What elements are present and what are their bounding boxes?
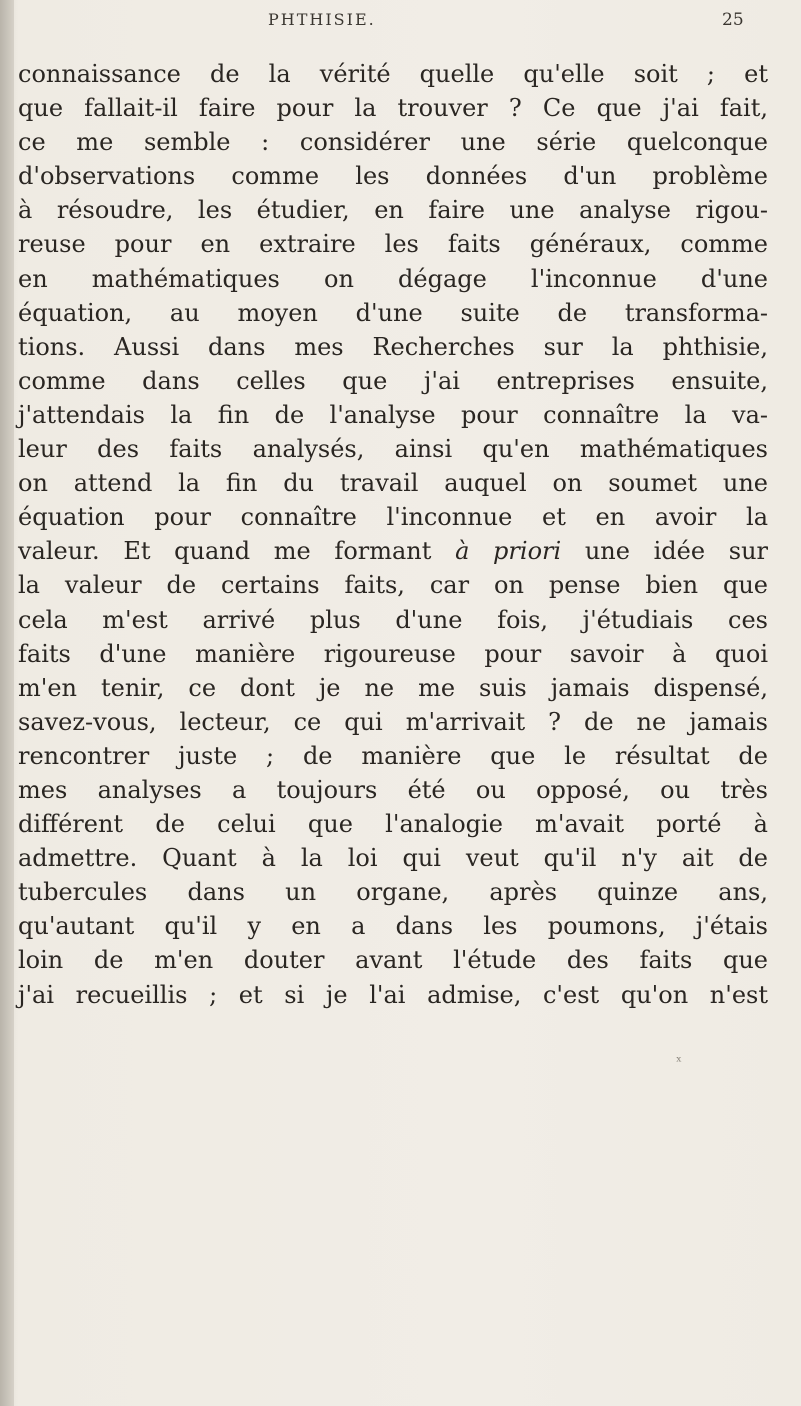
text-line: m'en tenir, ce dont je ne me suis jamais dispensé, [18, 673, 768, 702]
text-line: en mathématiques on dégage l'inconnue d'une [18, 264, 768, 293]
running-title: PHTHISIE. [268, 10, 376, 29]
body-text [18, 57, 768, 1012]
text-line: leur des faits analysés, ainsi qu'en mathématiques [18, 435, 768, 464]
stray-mark: ˣ [676, 1054, 682, 1070]
italic-phrase: à priori [455, 537, 562, 566]
text-segment: une idée sur [561, 537, 768, 566]
text-line: savez-vous, lecteur, ce qui m'arrivait ? de ne jamais [18, 707, 768, 736]
text-line: que fallait-il faire pour la trouver ? Ce que j'ai fait, [18, 94, 768, 123]
text-line: faits d'une manière rigoureuse pour savoir à quoi [18, 639, 768, 668]
text-line: j'attendais la fin de l'analyse pour connaître la va- [18, 400, 768, 429]
page-number: 25 [722, 10, 744, 30]
text-line: rencontrer juste ; de manière que le résultat de [18, 741, 768, 770]
text-line: à résoudre, les étudier, en faire une analyse rigou- [18, 196, 768, 225]
text-line: mes analyses a toujours été ou opposé, ou très [18, 775, 768, 804]
text-line: connaissance de la vérité quelle qu'elle soit ; et [18, 60, 768, 88]
text-line: d'observations comme les données d'un problème [18, 162, 768, 191]
text-line: j'ai recueillis ; et si je l'ai admise, c'est qu'on n'est [18, 980, 768, 1009]
text-line: la valeur de certains faits, car on pense bien que [18, 571, 768, 600]
text-line: cela m'est arrivé plus d'une fois, j'étudiais ces [18, 605, 768, 634]
text-line: tubercules dans un organe, après quinze ans, [18, 878, 768, 907]
text-line: équation pour connaître l'inconnue et en avoir la [18, 503, 768, 532]
text-line: équation, au moyen d'une suite de transforma- [18, 298, 768, 327]
text-line: on attend la fin du travail auquel on soumet une [18, 469, 768, 498]
running-head [0, 8, 801, 38]
text-line: reuse pour en extraire les faits généraux, comme [18, 230, 768, 259]
text-line: tions. Aussi dans mes Recherches sur la phthisie, [18, 332, 768, 361]
text-line: ce me semble : considérer une série quelconque [18, 128, 768, 157]
text-segment: valeur. Et quand me formant [18, 537, 456, 566]
text-line: admettre. Quant à la loi qui veut qu'il n'y ait de [18, 844, 768, 873]
text-line: différent de celui que l'analogie m'avait porté à [18, 810, 768, 839]
text-line: qu'autant qu'il y en a dans les poumons, j'étais [18, 912, 768, 941]
text-line: comme dans celles que j'ai entreprises ensuite, [18, 366, 768, 395]
page-gutter-shadow [0, 0, 14, 1406]
text-line [18, 534, 768, 568]
text-line: loin de m'en douter avant l'étude des faits que [18, 946, 768, 975]
